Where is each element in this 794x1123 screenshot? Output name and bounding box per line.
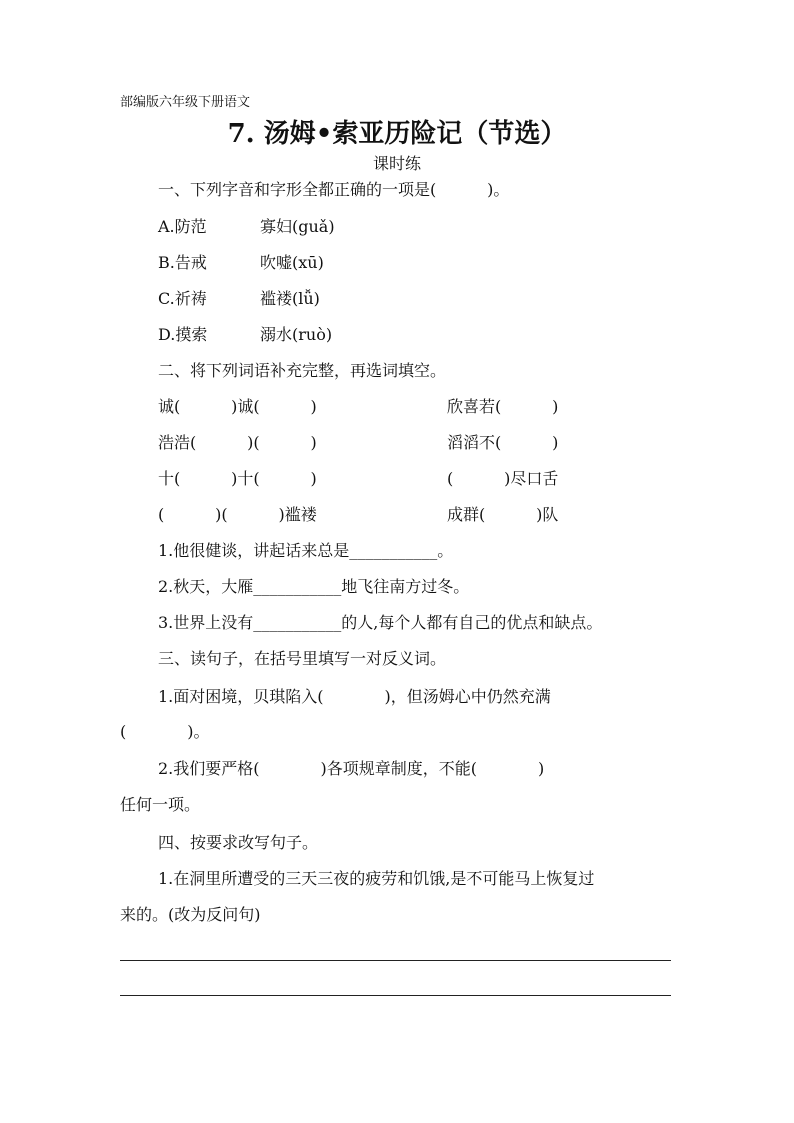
q1-prompt: 一、下列字音和字形全都正确的一项是( )。 — [158, 180, 510, 199]
q2-word-row-3-left: 十( )十( ) — [158, 469, 317, 488]
q3-prompt: 三、读句子，在括号里填写一对反义词。 — [158, 649, 447, 668]
q1-option-a-word: 寡妇(guǎ) — [260, 217, 335, 236]
q3-sentence-1-line-2: ( )。 — [120, 722, 210, 741]
q2-sentence-1: 1.他很健谈，讲起话来总是___________。 — [158, 541, 454, 560]
q2-sentence-3: 3.世界上没有___________的人,每个人都有自己的优点和缺点。 — [158, 613, 603, 632]
q3-sentence-2-line-1: 2.我们要严格( )各项规章制度，不能( ) — [158, 759, 545, 778]
q1-option-c-letter: C.祈祷 — [158, 289, 207, 308]
q2-word-row-1-left: 诚( )诚( ) — [158, 397, 317, 416]
q4-sentence-1-line-2: 来的。(改为反问句) — [120, 905, 261, 924]
q2-word-row-2-left: 浩浩( )( ) — [158, 433, 317, 452]
q2-word-row-1-right: 欣喜若( ) — [447, 397, 559, 416]
q1-option-d-word: 溺水(ruò) — [260, 325, 333, 344]
answer-line-1 — [120, 960, 671, 961]
q1-option-c-word: 褴褛(lǚ) — [260, 289, 320, 308]
q2-word-row-4-right: 成群( )队 — [447, 505, 559, 524]
q4-sentence-1-line-1: 1.在洞里所遭受的三天三夜的疲劳和饥饿,是不可能马上恢复过 — [158, 869, 595, 888]
q1-option-b-letter: B.告戒 — [158, 253, 207, 272]
q2-word-row-4-left: ( )( )褴褛 — [158, 505, 317, 524]
page-header: 部编版六年级下册语文 — [120, 95, 251, 110]
q1-option-a-letter: A.防范 — [158, 217, 207, 236]
q2-word-row-3-right: ( )尽口舌 — [447, 469, 559, 488]
q1-option-d-letter: D.摸索 — [158, 325, 208, 344]
q2-prompt: 二、将下列词语补充完整，再选词填空。 — [158, 361, 447, 380]
q3-sentence-1-line-1: 1.面对困境，贝琪陷入( )，但汤姆心中仍然充满 — [158, 687, 551, 706]
q3-sentence-2-line-2: 任何一项。 — [120, 795, 201, 814]
q1-option-b-word: 吹嘘(xū) — [260, 253, 324, 272]
lesson-subtitle: 课时练 — [372, 154, 421, 173]
lesson-title: 7. 汤姆•索亚历险记（节选） — [227, 119, 567, 149]
q2-sentence-2: 2.秋天，大雁___________地飞往南方过冬。 — [158, 577, 470, 596]
answer-line-2 — [120, 995, 671, 996]
q4-prompt: 四、按要求改写句子。 — [158, 833, 319, 852]
q2-word-row-2-right: 滔滔不( ) — [447, 433, 559, 452]
